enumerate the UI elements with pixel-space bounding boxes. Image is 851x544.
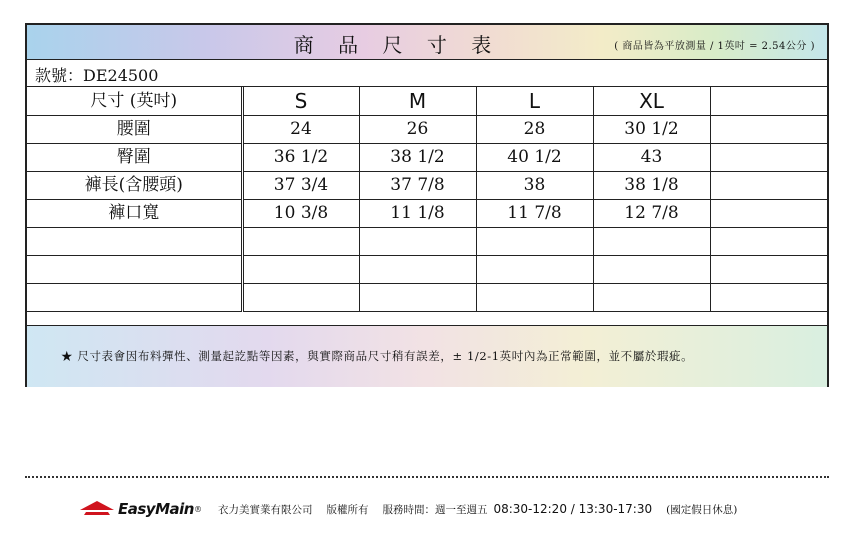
table-cell: 11 7/8: [476, 199, 593, 227]
table-row: [27, 283, 829, 311]
service-hours: 08:30-12:20 / 13:30-17:30: [493, 502, 653, 516]
holiday-note: (國定假日休息): [666, 503, 738, 516]
table-cell: 12 7/8: [593, 199, 710, 227]
table-row: [27, 255, 829, 283]
table-cell: [710, 255, 829, 283]
table-cell: [242, 227, 359, 255]
table-cell: [359, 283, 476, 311]
company-name: 衣力美實業有限公司: [217, 503, 313, 516]
size-header-cell: S: [242, 87, 359, 115]
row-label: [27, 227, 242, 255]
size-header-cell: [710, 87, 829, 115]
page-title: 商 品 尺 寸 表: [293, 33, 501, 57]
table-row: [27, 115, 829, 143]
table-cell: [476, 283, 593, 311]
table-cell: 38: [476, 171, 593, 199]
table-cell: 37 3/4: [242, 171, 359, 199]
row-label: 腰圍: [27, 115, 242, 143]
size-header-cell: M: [359, 87, 476, 115]
footer: [80, 498, 751, 520]
disclaimer-text: ★ 尺寸表會因布料彈性、測量起訖點等因素，與實際商品尺寸稍有誤差，± 1/2-1英吋內為正常範圍，並不屬於瑕疵。: [61, 349, 694, 363]
table-row: [27, 171, 829, 199]
row-label: 褲口寬: [27, 199, 242, 227]
table-row: [27, 199, 829, 227]
row-label: [27, 283, 242, 311]
table-row: [27, 143, 829, 171]
table-cell: 28: [476, 115, 593, 143]
table-cell: 38 1/8: [593, 171, 710, 199]
table-cell: [242, 283, 359, 311]
table-cell: [710, 227, 829, 255]
table-cell: [476, 255, 593, 283]
row-label: 臀圍: [27, 143, 242, 171]
table-row: [27, 227, 829, 255]
disclaimer-bar: [27, 325, 827, 387]
table-cell: [359, 227, 476, 255]
mountain-logo-icon: [80, 501, 114, 517]
table-cell: 36 1/2: [242, 143, 359, 171]
table-cell: [593, 255, 710, 283]
table-cell: [593, 283, 710, 311]
table-cell: 40 1/2: [476, 143, 593, 171]
row-label: 褲長(含腰頭): [27, 171, 242, 199]
dotted-divider: [25, 476, 829, 478]
size-table: [27, 87, 829, 312]
table-cell: 10 3/8: [242, 199, 359, 227]
row-label: [27, 255, 242, 283]
table-header-row: [27, 87, 829, 115]
table-cell: 30 1/2: [593, 115, 710, 143]
table-cell: [359, 255, 476, 283]
table-cell: 43: [593, 143, 710, 171]
table-cell: 26: [359, 115, 476, 143]
table-cell: [710, 199, 829, 227]
table-cell: [710, 143, 829, 171]
table-cell: [242, 255, 359, 283]
measurement-note: ( 商品皆為平放測量 / 1英吋 = 2.54公分 ): [614, 41, 815, 52]
size-header-cell: L: [476, 87, 593, 115]
table-cell: [710, 115, 829, 143]
size-header-cell: XL: [593, 87, 710, 115]
size-header-label: 尺寸 (英吋): [27, 87, 242, 115]
brand-logo: EasyMain ®: [80, 500, 202, 518]
table-cell: [710, 171, 829, 199]
service-hours-label: 服務時間：週一至週五: [382, 503, 488, 516]
table-cell: [476, 227, 593, 255]
table-cell: 37 7/8: [359, 171, 476, 199]
brand-name: EasyMain: [118, 500, 194, 518]
table-cell: 11 1/8: [359, 199, 476, 227]
title-bar: [27, 25, 827, 60]
model-number: 款號：DE24500: [35, 66, 159, 85]
size-chart: [25, 23, 829, 387]
table-cell: 24: [242, 115, 359, 143]
table-cell: [593, 227, 710, 255]
table-cell: [710, 283, 829, 311]
copyright-text: 版權所有: [326, 503, 369, 516]
model-row: [27, 60, 827, 87]
table-cell: 38 1/2: [359, 143, 476, 171]
